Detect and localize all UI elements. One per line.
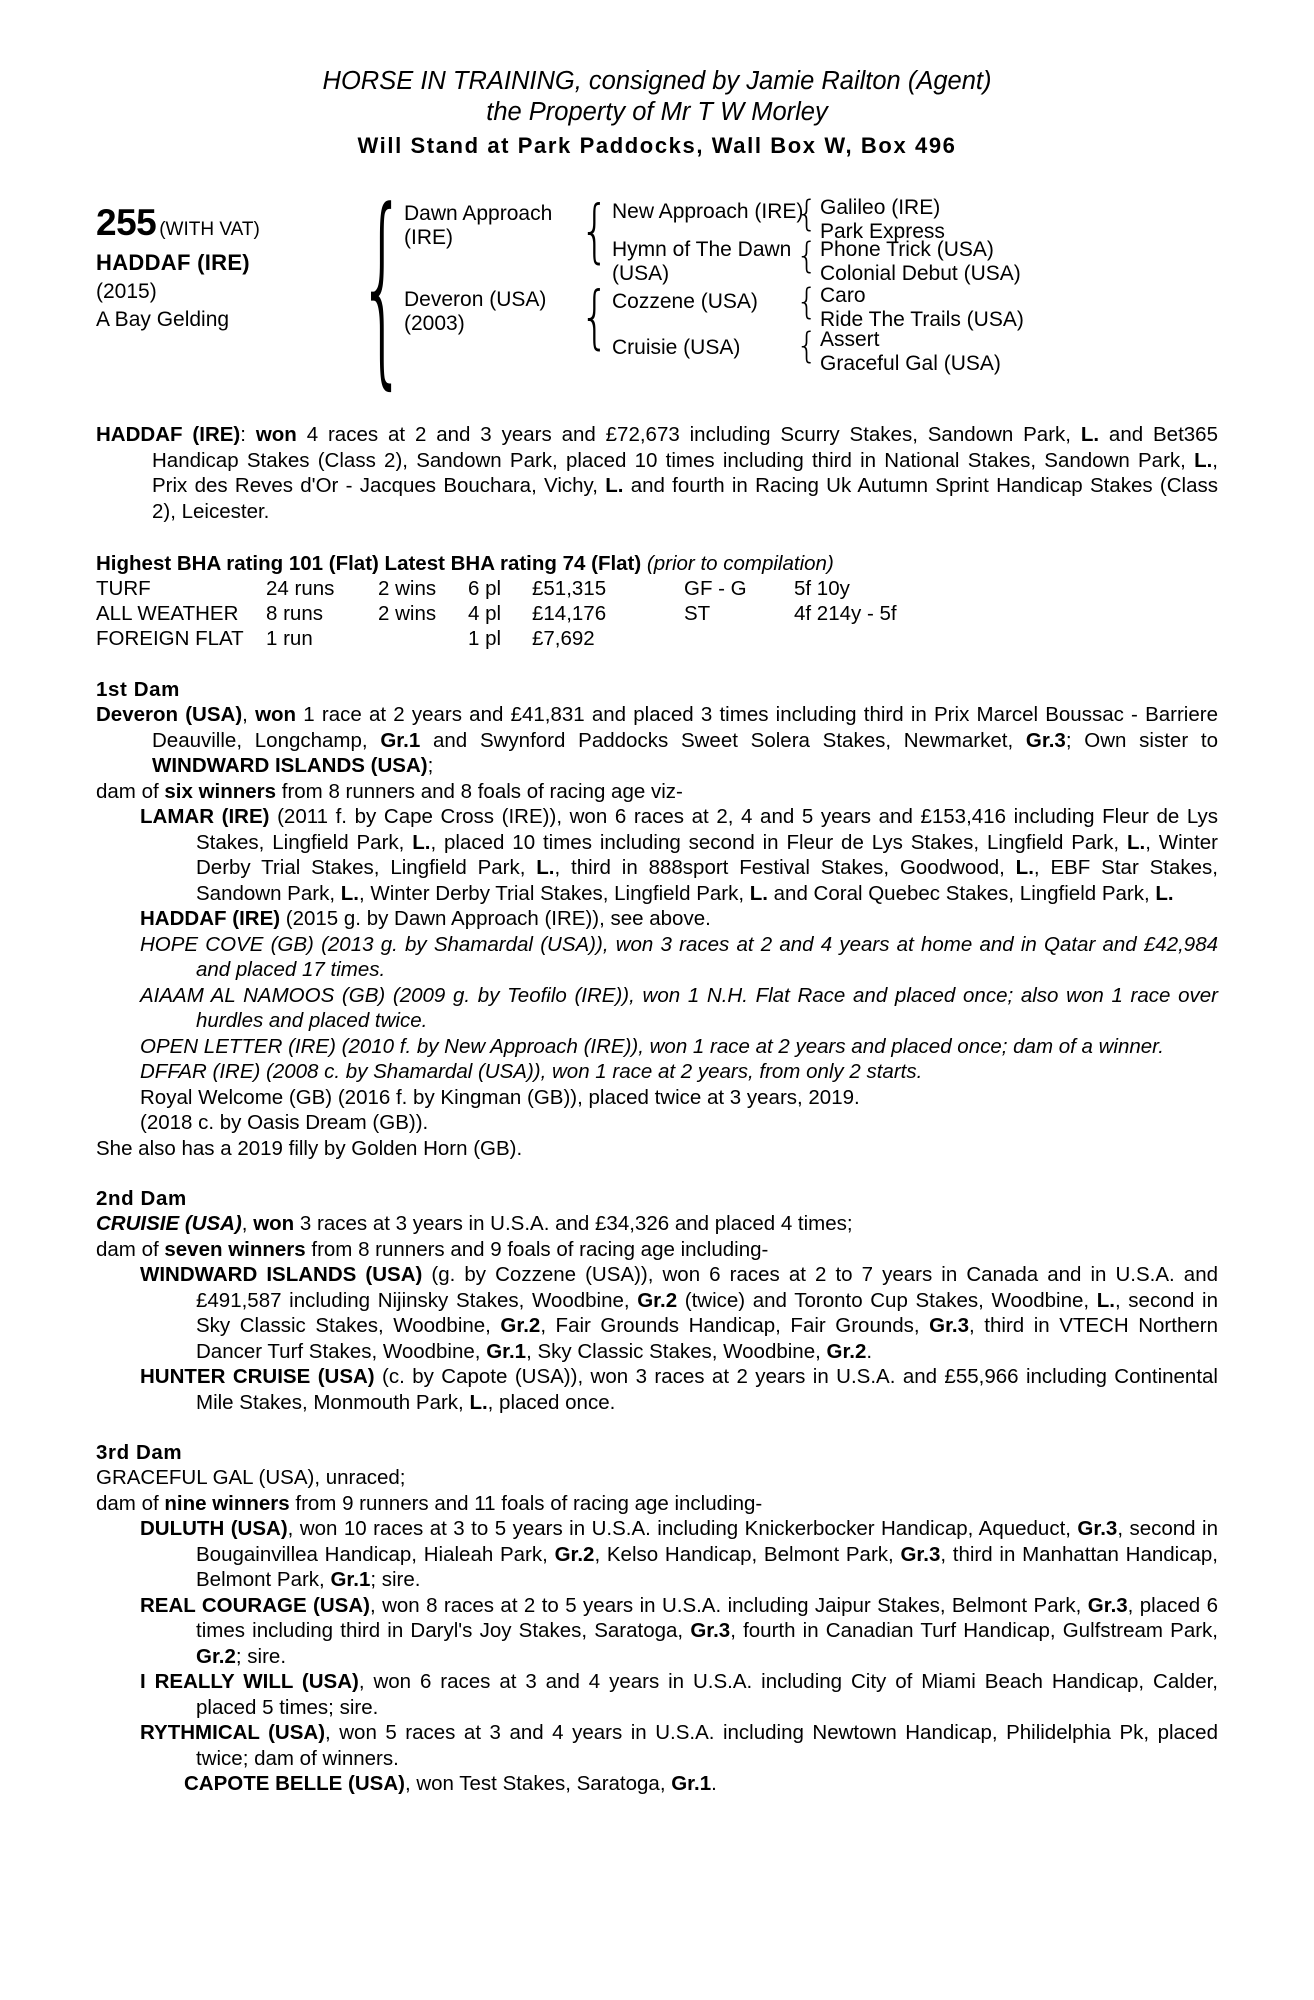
progeny-name: DULUTH (USA) — [140, 1517, 288, 1540]
pedigree-brace-outer: { — [358, 169, 407, 411]
pedigree-table — [96, 169, 1218, 411]
grade-marker: L. — [1015, 856, 1034, 879]
dam1-damof-line: dam of six winners from 8 runners and 8 foals of racing age viz- — [96, 779, 683, 803]
progeny-name: I REALLY WILL (USA) — [140, 1670, 359, 1693]
dam1-footer: She also has a 2019 filly by Golden Horn (GB). — [96, 1136, 523, 1160]
stats-cell-surface: ALL WEATHER — [96, 602, 239, 625]
ratings-heading-note: (prior to compilation) — [646, 552, 834, 575]
dam2-heading: 2nd Dam — [96, 1187, 187, 1210]
dam2-damof-line: dam of seven winners from 8 runners and 9 foals of racing age including- — [96, 1237, 769, 1261]
pedigree-brace-g3: { — [796, 280, 818, 323]
progeny-name: RYTHMICAL (USA) — [140, 1721, 326, 1744]
grade-marker: Gr.1 — [330, 1568, 371, 1591]
dam3-paragraph — [96, 1465, 1218, 1797]
sire-sire-cell: New Approach (IRE) — [612, 200, 804, 223]
progeny-name: DFFAR (IRE) — [140, 1060, 261, 1083]
dam-cell: Deveron (USA) (2003) — [404, 288, 547, 335]
stats-cell-earnings: £7,692 — [532, 627, 595, 650]
gg-2: Phone Trick (USA) Colonial Debut (USA) — [820, 238, 1021, 285]
stats-cell-places: 4 pl — [468, 602, 502, 625]
progeny-entry: HOPE COVE (GB) (2013 g. by Shamardal (USA)), won 3 races at 2 and 4 years at home and in Qatar and £42,984 and placed 17 times. — [140, 932, 1218, 981]
consignor-line: HORSE IN TRAINING, consigned by Jamie Railton (Agent) — [322, 67, 992, 95]
progeny-entry: Royal Welcome (GB) (2016 f. by Kingman (GB)), placed twice at 3 years, 2019. — [140, 1085, 860, 1109]
grade-marker: L. — [1096, 1288, 1115, 1312]
grade-marker: L. — [536, 856, 555, 879]
grade-marker: Gr.3 — [690, 1619, 731, 1642]
dam-sire-cell: Cozzene (USA) — [612, 290, 758, 313]
grade-marker: L. — [469, 1390, 488, 1414]
grade-marker: L. — [412, 830, 431, 854]
grade-marker: L. — [749, 881, 768, 905]
stats-cell-earnings: £51,315 — [532, 577, 607, 600]
stats-cell-wins — [378, 627, 468, 652]
progeny-entry: I REALLY WILL (USA), won 6 races at 3 and 4 years in U.S.A. including City of Miami Beach Handicap, Calder, placed 5 times; sire. — [140, 1670, 1218, 1719]
property-line: the Property of Mr T W Morley — [486, 98, 828, 126]
stats-cell-going: ST — [684, 602, 711, 625]
progeny-entry: LAMAR (IRE) (2011 f. by Cape Cross (IRE)), won 6 races at 2, 4 and 5 years and £153,416 including Fleur de Lys Stakes, Lingfield Park, L., placed 10 times including second in Fleur de Lys Stakes, Lingfield Park, L., Winter Derby Trial Stakes, Lingfield Park, L., third in 888sport Festival Stakes, Goodwood, L., EBF Star Stakes, Sandown Park, L., Winter Derby Trial Stakes, Lingfield Park, L. and Coral Quebec Stakes, Lingfield Park, L. — [140, 805, 1218, 905]
progeny-entry: RYTHMICAL (USA), won 5 races at 3 and 4 years in U.S.A. including Newtown Handicap, Philidelphia Pk, placed twice; dam of winners. — [140, 1721, 1218, 1770]
grade-marker: Gr.3 — [929, 1314, 970, 1337]
progeny-entry: OPEN LETTER (IRE) (2010 f. by New Approach (IRE)), won 1 race at 2 years and placed once; dam of a winner. — [140, 1034, 1164, 1058]
progeny-name: Royal Welcome (GB) — [140, 1085, 333, 1109]
progeny-name: HADDAF (IRE) — [140, 907, 281, 930]
performance-summary: HADDAF (IRE): won 4 races at 2 and 3 years and £72,673 including Scurry Stakes, Sandown Park, L. and Bet365 Handicap Stakes (Class 2), Sandown Park, placed 10 times including third in National Stakes, Sandown Park, L., Prix des Reves d'Or - Jacques Bouchara, Vichy, L. and fourth in Racing Uk Autumn Sprint Handicap Stakes (Class 2), Leicester. — [96, 423, 1218, 523]
career-stats-table — [96, 577, 954, 652]
dam1-progeny-list — [96, 804, 1218, 1136]
ratings-heading-bold: Highest BHA rating 101 (Flat) Latest BHA rating 74 (Flat) — [96, 552, 642, 575]
pedigree-brace-g4: { — [796, 324, 818, 367]
stats-cell-places: 1 pl — [468, 627, 502, 650]
progeny-entry: WINDWARD ISLANDS (USA) (g. by Cozzene (USA)), won 6 races at 2 to 7 years in Canada and in U.S.A. and £491,587 including Nijinsky Stakes, Woodbine, Gr.2 (twice) and Toronto Cup Stakes, Woodbine, L., second in Sky Classic Stakes, Woodbine, Gr.2, Fair Grounds Handicap, Fair Grounds, Gr.3, third in VTECH Northern Dancer Turf Stakes, Woodbine, Gr.1, Sky Classic Stakes, Woodbine, Gr.2. — [140, 1263, 1218, 1363]
stats-cell-distance: 4f 214y - 5f — [794, 602, 897, 625]
stats-cell-distance — [794, 627, 954, 652]
dam-dam-cell: Cruisie (USA) — [612, 336, 741, 359]
stats-cell-wins: 2 wins — [378, 577, 437, 600]
grade-marker: Gr.1 — [486, 1339, 527, 1363]
progeny-entry: REAL COURAGE (USA), won 8 races at 2 to 5 years in U.S.A. including Jaipur Stakes, Belmont Park, Gr.3, placed 6 times including third in Daryl's Joy Stakes, Saratoga, Gr.3, fourth in Canadian Turf Handicap, Gulfstream Park, Gr.2; sire. — [140, 1593, 1218, 1668]
vat-note: (WITH VAT) — [159, 219, 260, 240]
stats-cell-runs: 8 runs — [266, 602, 323, 625]
stats-row — [96, 627, 954, 652]
dam3-progeny-list — [96, 1516, 1218, 1797]
stand-location-line: Will Stand at Park Paddocks, Wall Box W, Box 496 — [357, 133, 957, 158]
progeny-entry: AIAAM AL NAMOOS (GB) (2009 g. by Teofilo (IRE)), won 1 N.H. Flat Race and placed once; also won 1 race over hurdles and placed twice. — [140, 983, 1218, 1032]
sire-dam-cell: Hymn of The Dawn (USA) — [612, 238, 792, 285]
progeny-entry: DFFAR (IRE) (2008 c. by Shamardal (USA)), won 1 race at 2 years, from only 2 starts. — [140, 1060, 923, 1083]
progeny-name: CAPOTE BELLE (USA) — [184, 1772, 405, 1795]
horse-name: HADDAF (IRE) — [96, 250, 250, 275]
horse-description: A Bay Gelding — [96, 308, 230, 331]
progeny-entry — [140, 1110, 1218, 1136]
progeny-name: WINDWARD ISLANDS (USA) — [140, 1263, 423, 1286]
progeny-entry: HADDAF (IRE) (2015 g. by Dawn Approach (IRE)), see above. — [140, 907, 711, 930]
stats-cell-places: 6 pl — [468, 577, 502, 600]
summary-subject: HADDAF (IRE) — [96, 423, 241, 446]
stats-cell-surface: FOREIGN FLAT — [96, 627, 244, 650]
stats-cell-going — [684, 627, 794, 652]
grade-marker: L. — [340, 881, 359, 905]
stats-cell-surface: TURF — [96, 577, 151, 600]
grade-marker: Gr.1 — [671, 1772, 712, 1795]
grade-marker: Gr.3 — [900, 1542, 941, 1566]
gg-1: Galileo (IRE) Park Express — [820, 196, 945, 243]
stats-row — [96, 602, 954, 627]
grade-marker: Gr.2 — [196, 1644, 236, 1668]
lot-block — [96, 202, 260, 244]
pedigree-brace-dam: { — [580, 277, 610, 357]
progeny-name: OPEN LETTER (IRE) — [140, 1034, 336, 1058]
grade-marker: Gr.3 — [1087, 1593, 1128, 1617]
dam3-heading: 3rd Dam — [96, 1441, 183, 1464]
progeny-entry: DULUTH (USA), won 10 races at 3 to 5 years in U.S.A. including Knickerbocker Handicap, Aqueduct, Gr.3, second in Bougainvillea Handicap, Hialeah Park, Gr.2, Kelso Handicap, Belmont Park, Gr.3, third in Manhattan Handicap, Belmont Park, Gr.1; sire. — [140, 1517, 1218, 1591]
stats-cell-earnings: £14,176 — [532, 602, 607, 625]
stats-cell-going: GF - G — [684, 577, 747, 600]
ratings-heading — [96, 552, 1218, 576]
pedigree-brace-g2: { — [796, 234, 818, 277]
pedigree-brace-g1: { — [796, 192, 818, 235]
progeny-name: LAMAR (IRE) — [140, 805, 270, 828]
grade-marker: Gr.2 — [637, 1288, 678, 1312]
stats-row — [96, 577, 954, 602]
progeny-name: AIAAM AL NAMOOS (GB) — [140, 983, 386, 1007]
sire-cell: Dawn Approach (IRE) — [404, 202, 553, 249]
progeny-entry: CAPOTE BELLE (USA), won Test Stakes, Saratoga, Gr.1. — [184, 1772, 717, 1795]
dam3-damof-line: dam of nine winners from 9 runners and 11 foals of racing age including- — [96, 1491, 763, 1515]
grade-marker: Gr.2 — [554, 1542, 595, 1566]
stats-cell-wins: 2 wins — [378, 602, 437, 625]
grade-marker: Gr.2 — [826, 1339, 867, 1363]
gg-4: Assert Graceful Gal (USA) — [820, 328, 1001, 375]
grade-marker: Gr.2 — [500, 1314, 541, 1337]
progeny-name: HOPE COVE (GB) — [140, 932, 314, 956]
dam1-heading: 1st Dam — [96, 678, 180, 701]
stats-cell-runs: 24 runs — [266, 577, 335, 600]
lot-number: 255 — [96, 202, 157, 243]
grade-marker: L. — [1155, 881, 1174, 905]
progeny-name: HUNTER CRUISE (USA) — [140, 1365, 375, 1388]
dam2-paragraph: CRUISIE (USA), won 3 races at 3 years in U.S.A. and £34,326 and placed 4 times; dam of seven winners from 8 runners and 9 foals of racing age including- WINDWARD ISLANDS (USA) (g. by Cozzene (USA)), won 6 races at 2 to 7 years in Canada and in U.S.A. and £491,587 including Nijinsky Stakes, Woodbine, Gr.2 (twice) and Toronto Cup Stakes, Woodbine, L., second in Sky Classic Stakes, Woodbine, Gr.2, Fair Grounds Handicap, Fair Grounds, Gr.3, third in VTECH Northern Dancer Turf Stakes, Woodbine, Gr.1, Sky Classic Stakes, Woodbine, Gr.2. HUNTER CRUISE (USA) (c. by Capote (USA)), won 3 races at 2 years in U.S.A. and £55,966 including Continental Mile Stakes, Monmouth Park, L., placed once. — [96, 1212, 1218, 1414]
progeny-name: REAL COURAGE (USA) — [140, 1593, 370, 1617]
dam3-name-line: GRACEFUL GAL (USA), unraced; — [96, 1466, 406, 1489]
grade-marker: Gr.3 — [1077, 1517, 1118, 1540]
stats-cell-distance: 5f 10y — [794, 577, 850, 600]
dam1-paragraph: Deveron (USA), won 1 race at 2 years and £41,831 and placed 3 times including third in Prix Marcel Boussac - Barriere Deauville, Longchamp, Gr.1 and Swynford Paddocks Sweet Solera Stakes, Newmarket, Gr.3; Own sister to WINDWARD ISLANDS (USA); dam of six winners from 8 runners and 8 foals of racing age viz- LAMAR (IRE) (2011 f. by Cape Cross (IRE)), won 6 races at 2, 4 and 5 years and £153,416 including Fleur de Lys Stakes, Lingfield Park, L., placed 10 times including second in Fleur de Lys Stakes, Lingfield Park, L., Winter Derby Trial Stakes, Lingfield Park, L., third in 888sport Festival Stakes, Goodwood, L., EBF Star Stakes, Sandown Park, L., Winter Derby Trial Stakes, Lingfield Park, L. and Coral Quebec Stakes, Lingfield Park, L. HADDAF (IRE) (2015 g. by Dawn Approach (IRE)), see above. HOPE COVE (GB) (2013 g. by Shamardal (USA)), won 3 races at 2 and 4 years at home and in Qatar and £42,984 and placed 17 times. AIAAM AL NAMOOS (GB) (2009 g. by Teofilo (IRE)), won 1 N.H. Flat Race and placed once; also won 1 race over hurdles and placed twice. OPEN LETTER (IRE) (2010 f. by New Approach (IRE)), won 1 race at 2 years and placed once; dam of a winner. DFFAR (IRE) (2008 c. by Shamardal (USA)), won 1 race at 2 years, from only 2 starts. Royal Welcome (GB) (2016 f. by Kingman (GB)), placed twice at 3 years, 2019. (2018 c. by Oasis Dream (GB)). She also has a 2019 filly by Golden Horn (GB). — [96, 703, 1218, 1160]
page-header — [96, 66, 1218, 162]
progeny-entry: HUNTER CRUISE (USA) (c. by Capote (USA)), won 3 races at 2 years in U.S.A. and £55,966 including Continental Mile Stakes, Monmouth Park, L., placed once. — [140, 1365, 1218, 1414]
horse-year: (2015) — [96, 280, 157, 303]
stats-cell-runs: 1 run — [266, 627, 313, 650]
progeny-name: (2018 c. by Oasis Dream (GB)). — [140, 1111, 429, 1134]
gg-3: Caro Ride The Trails (USA) — [820, 284, 1024, 331]
grade-marker: L. — [1126, 830, 1146, 854]
pedigree-brace-sire: { — [580, 191, 610, 271]
dam2-progeny-list — [96, 1262, 1218, 1415]
